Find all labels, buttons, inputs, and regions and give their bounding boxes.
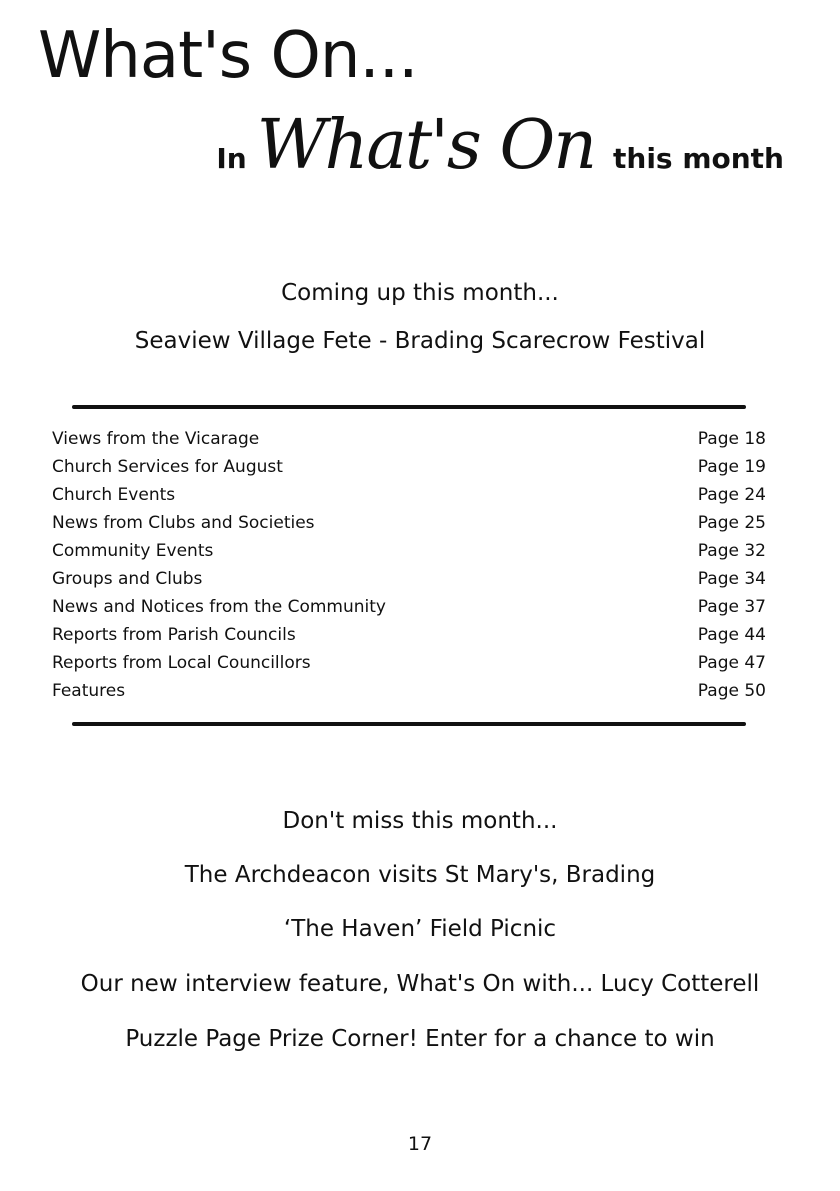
contents-row[interactable]	[52, 425, 766, 453]
subtitle-script-title: What's On	[256, 106, 595, 185]
subtitle-prefix: In	[216, 142, 247, 175]
contents-label: News from Clubs and Societies	[52, 513, 315, 533]
bottom-divider	[72, 722, 746, 726]
contents-row[interactable]	[52, 649, 766, 677]
contents-row[interactable]	[52, 677, 766, 705]
contents-label: Community Events	[52, 541, 214, 561]
contents-label: Groups and Clubs	[52, 569, 203, 589]
contents-page: Page 37	[697, 597, 766, 617]
contents-row[interactable]	[52, 481, 766, 509]
contents-label: Church Events	[52, 485, 176, 505]
dont-miss-item: ‘The Haven’ Field Picnic	[283, 916, 557, 942]
page-title: What's On...	[38, 19, 418, 93]
contents-page: Page 32	[697, 541, 766, 561]
contents-label: Reports from Parish Councils	[52, 625, 296, 645]
contents-label: Church Services for August	[52, 457, 283, 477]
contents-label: Reports from Local Councillors	[52, 653, 311, 673]
contents-page: Page 24	[697, 485, 766, 505]
contents-label: Features	[52, 681, 126, 701]
contents-row[interactable]	[52, 565, 766, 593]
contents-row[interactable]	[52, 621, 766, 649]
subtitle-suffix: this month	[613, 142, 784, 175]
dont-miss-item: The Archdeacon visits St Mary's, Brading	[184, 862, 656, 888]
contents-row[interactable]	[52, 509, 766, 537]
contents-page: Page 25	[697, 513, 766, 533]
coming-up-heading: Coming up this month...	[281, 280, 559, 306]
section-subtitle	[216, 106, 784, 185]
contents-page: Page 19	[697, 457, 766, 477]
contents-list	[52, 425, 766, 705]
contents-label: News and Notices from the Community	[52, 597, 386, 617]
contents-row[interactable]	[52, 453, 766, 481]
contents-page: Page 34	[697, 569, 766, 589]
dont-miss-item: Puzzle Page Prize Corner! Enter for a chance to win	[125, 1026, 715, 1052]
page-number: 17	[407, 1133, 433, 1155]
contents-page: Page 50	[697, 681, 766, 701]
dont-miss-heading: Don't miss this month...	[282, 808, 558, 834]
contents-page: Page 18	[697, 429, 766, 449]
contents-row[interactable]	[52, 593, 766, 621]
coming-up-highlight: Seaview Village Fete - Brading Scarecrow Festival	[134, 328, 706, 354]
dont-miss-item: Our new interview feature, What's On with... Lucy Cotterell	[80, 971, 760, 997]
contents-page: Page 47	[697, 653, 766, 673]
contents-row[interactable]	[52, 537, 766, 565]
contents-page: Page 44	[697, 625, 766, 645]
top-divider	[72, 405, 746, 409]
contents-label: Views from the Vicarage	[52, 429, 260, 449]
